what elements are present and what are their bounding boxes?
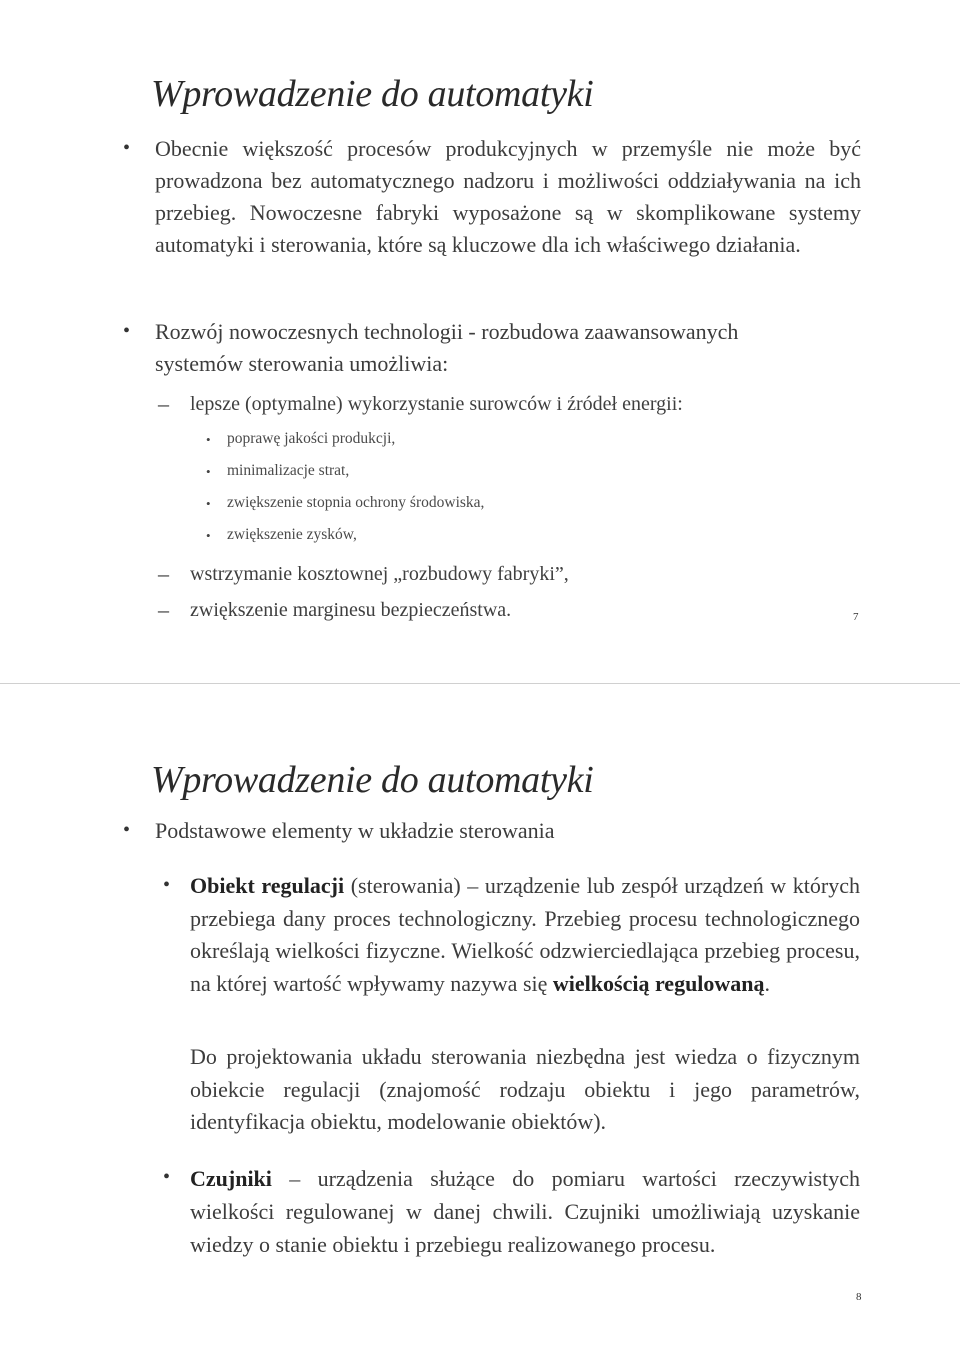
bullet-marker: • [123,819,131,841]
dash-marker: – [158,391,169,416]
bullet-marker: • [123,320,131,342]
small-bullet-marker: • [206,528,211,543]
bullet-text-development: Rozwój nowoczesnych technologii - rozbudowa zaawansowanych systemów sterowania umożliwia: [155,319,739,376]
item-control-object-paragraph-2: Do projektowania układu sterowania niezbędna jest wiedza o fizycznym obiekcie regulacji (znajomość rodzaju obiektu i jego parametrów, identyfikacja obiektu, modelowanie obiektów). [190,1044,860,1134]
sub-item-losses: minimalizacje strat, [227,462,350,479]
item-control-object-end: . [764,970,771,996]
item-control-object [190,870,860,1000]
small-bullet-marker: • [206,432,211,447]
dash-item-safety: zwiększenie marginesu bezpieczeństwa. [190,599,512,621]
page-number: 8 [856,1291,862,1303]
slide-title: Wprowadzenie do automatyki [151,73,594,115]
bullet-marker: • [163,1166,171,1188]
bullet-marker: • [123,137,131,159]
term-control-object: Obiekt regulacji [190,873,345,898]
item-sensors [190,1162,860,1261]
item-control-object-text: (sterowania) – urządzenie lub zespół urządzeń w których przebiega dany proces technologiczny. Przebieg procesu technologicznego określają wielkości fizyczne. Wielkość odzwierciedlająca przebieg procesu, na której wartość wpływamy nazywa się [190,873,861,996]
bullet-text-elements: Podstawowe elementy w układzie sterowania [155,818,555,843]
term-sensors: Czujniki [190,1166,272,1191]
sub-item-quality: poprawę jakości produkcji, [227,430,396,447]
term-controlled-variable: wielkością regulowaną [552,970,765,996]
dash-item-factory: wstrzymanie kosztownej „rozbudowy fabryki”, [190,563,569,585]
dash-marker: – [158,561,169,586]
sub-item-environment: zwiększenie stopnia ochrony środowiska, [227,494,485,511]
slide-8 [0,684,960,1367]
slide-title: Wprowadzenie do automatyki [151,759,594,801]
bullet-text-intro: Obecnie większość procesów produkcyjnych w przemyśle nie może być prowadzona bez automatycznego nadzoru i możliwości oddziaływania na ich przebieg. Nowoczesne fabryki wyposażone są w skomplikowane systemy automatyki i sterowania, które są kluczowe dla ich właściwego działania. [155,136,861,257]
bullet-marker: • [163,874,171,896]
dash-item-resources: lepsze (optymalne) wykorzystanie surowców i źródeł energii: [190,393,683,415]
sub-item-profits: zwiększenie zysków, [227,526,357,543]
small-bullet-marker: • [206,464,211,479]
item-sensors-text: – urządzenia służące do pomiaru wartości rzeczywistych wielkości regulowanej w danej chwili. Czujniki umożliwiają uzyskanie wiedzy o stanie obiektu i przebiegu realizowanego procesu. [190,1166,860,1257]
page-number: 7 [853,611,859,623]
dash-marker: – [158,597,169,622]
small-bullet-marker: • [206,496,211,511]
